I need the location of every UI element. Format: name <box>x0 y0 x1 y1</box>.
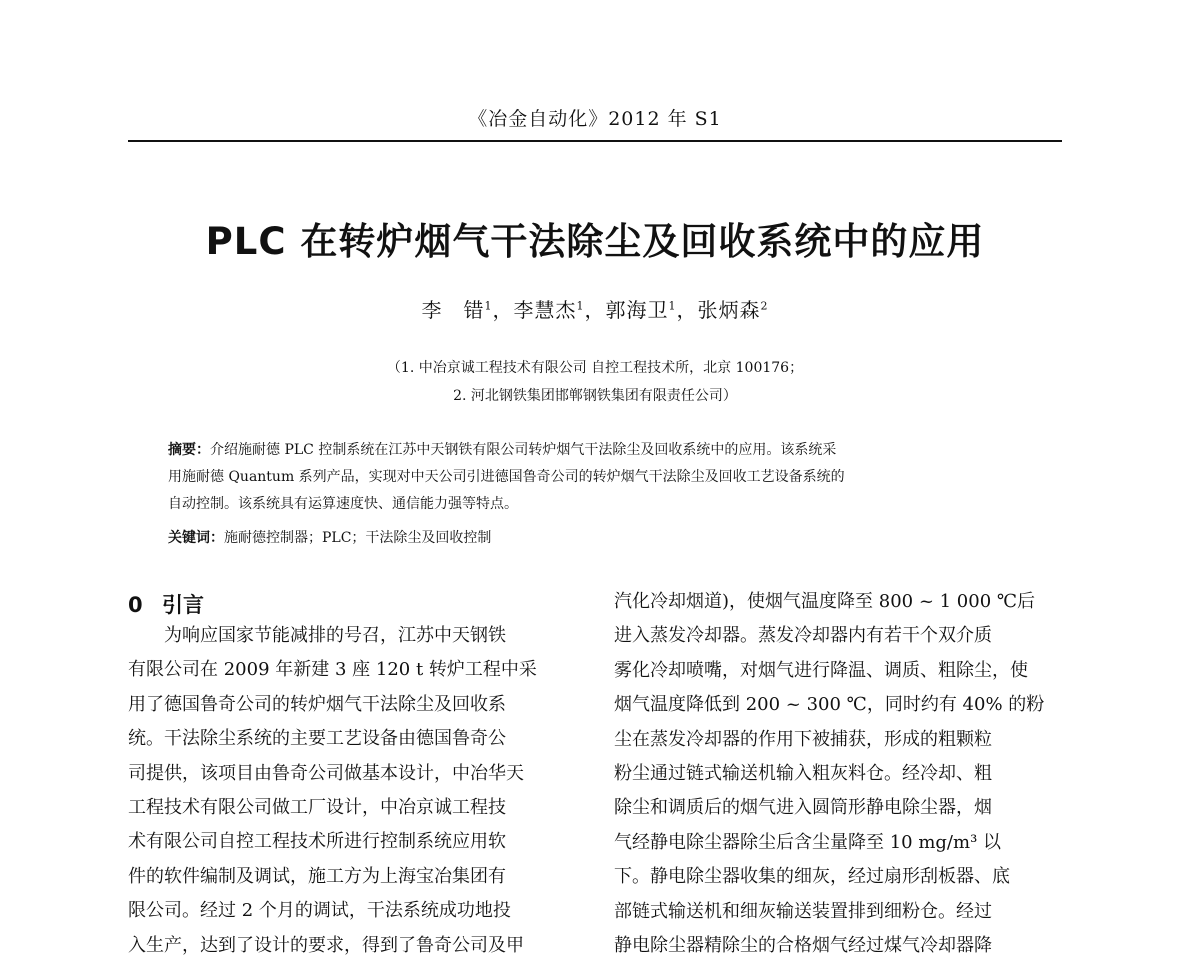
author-name: 李 错 <box>421 298 485 322</box>
author-affil-mark: 1 <box>576 299 585 313</box>
body-line: 为响应国家节能减排的号召，江苏中天钢铁 <box>164 625 506 646</box>
body-line: 下。静电除尘器收集的细灰，经过扇形刮板器、底 <box>614 866 1010 888</box>
affiliation-line: 2. 河北钢铁集团邯郸钢铁集团有限责任公司） <box>453 388 737 404</box>
body-line: 司提供，该项目由鲁奇公司做基本设计，中冶华天 <box>128 762 524 784</box>
author-separator: ， <box>584 298 606 322</box>
body-line: 气经静电除尘器除尘后含尘量降至 10 mg/m³ 以 <box>614 831 1002 853</box>
header-divider <box>128 140 1062 142</box>
abstract-label: 摘要： <box>168 442 210 458</box>
right-column <box>614 585 1064 963</box>
left-column <box>128 619 576 963</box>
section-number: 0 <box>128 593 143 617</box>
body-line: 雾化冷却喷嘴，对烟气进行降温、调质、粗除尘，使 <box>614 659 1028 681</box>
body-line: 用了德国鲁奇公司的转炉烟气干法除尘及回收系 <box>128 693 506 715</box>
body-line: 烟气温度降低到 200 ~ 300 ℃，同时约有 40% 的粉 <box>614 694 1045 716</box>
section-heading <box>128 589 204 619</box>
section-title: 引言 <box>162 593 204 617</box>
author-affil-mark: 1 <box>668 299 677 313</box>
body-line: 除尘和调质后的烟气进入圆筒形静电除尘器，烟 <box>614 797 992 819</box>
body-line: 统。干法除尘系统的主要工艺设备由德国鲁奇公 <box>128 728 506 750</box>
paper-title: PLC 在转炉烟气干法除尘及回收系统中的应用 <box>205 220 985 263</box>
journal-header: 《冶金自动化》2012 年 S1 <box>468 108 722 130</box>
body-line: 有限公司在 2009 年新建 3 座 120 t 转炉工程中采 <box>128 659 537 681</box>
body-line: 入生产，达到了设计的要求，得到了鲁奇公司及甲 <box>128 934 524 956</box>
abstract-line: 自动控制。该系统具有运算速度快、通信能力强等特点。 <box>168 496 518 512</box>
body-line: 术有限公司自控工程技术所进行控制系统应用软 <box>128 831 506 853</box>
body-line: 汽化冷却烟道)，使烟气温度降至 800 ~ 1 000 ℃后 <box>614 591 1036 612</box>
author-name: 郭海卫 <box>605 298 669 322</box>
author-name: 李慧杰 <box>513 298 577 322</box>
keywords <box>168 527 1048 547</box>
body-line: 粉尘通过链式输送机输入粗灰料仓。经冷却、粗 <box>614 763 992 785</box>
abstract-text: 介绍施耐德 PLC 控制系统在江苏中天钢铁有限公司转炉烟气干法除尘及回收系统中的应用。该系统采 <box>210 442 837 458</box>
body-line: 件的软件编制及调试，施工方为上海宝冶集团有 <box>128 865 506 887</box>
body-line: 尘在蒸发冷却器的作用下被捕获，形成的粗颗粒 <box>614 728 992 750</box>
body-line: 进入蒸发冷却器。蒸发冷却器内有若干个双介质 <box>614 625 992 647</box>
abstract-line <box>168 437 1048 464</box>
abstract-line: 用施耐德 Quantum 系列产品，实现对中天公司引进德国鲁奇公司的转炉烟气干法除尘及回收工艺设备系统的 <box>168 469 845 485</box>
body-line: 限公司。经过 2 个月的调试，干法系统成功地投 <box>128 900 511 922</box>
author-separator: ， <box>676 298 698 322</box>
keywords-text: 施耐德控制器；PLC；干法除尘及回收控制 <box>224 530 492 546</box>
abstract <box>168 437 1048 518</box>
author-separator: ， <box>492 298 514 322</box>
author-name: 张炳森 <box>697 298 761 322</box>
body-line: 工程技术有限公司做工厂设计，中冶京诚工程技 <box>128 797 506 819</box>
keywords-label: 关键词： <box>168 530 224 546</box>
author-affil-mark: 1 <box>484 299 493 313</box>
affiliation-line: （1. 中冶京诚工程技术有限公司 自控工程技术所，北京 100176； <box>386 360 804 376</box>
author-affil-mark: 2 <box>760 299 769 313</box>
body-line: 静电除尘器精除尘的合格烟气经过煤气冷却器降 <box>614 935 992 957</box>
body-line: 部链式输送机和细灰输送装置排到细粉仓。经过 <box>614 900 992 922</box>
author-list <box>128 294 1062 323</box>
